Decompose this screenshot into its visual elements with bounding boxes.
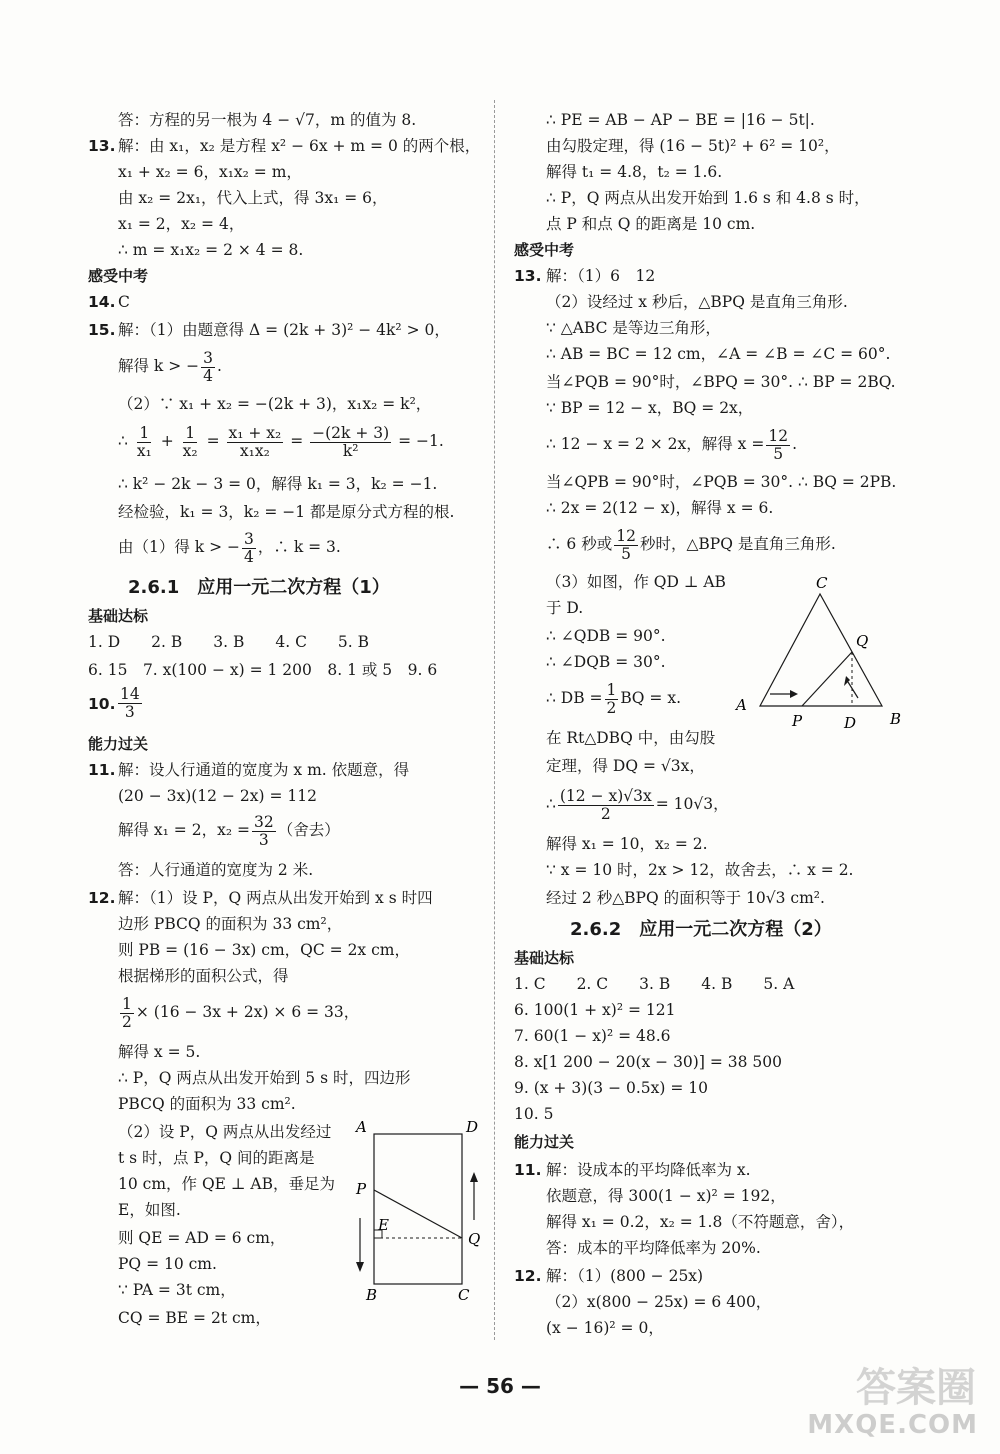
- text-line: [546, 678, 681, 718]
- label-p: P: [356, 1180, 367, 1198]
- text-line: 解：设人行通道的宽度为 x m. 依题意，得: [118, 761, 410, 779]
- label-b: B: [366, 1286, 378, 1304]
- denominator: 2: [600, 804, 611, 823]
- text-line: （2）x(800 − 25x) = 6 400，: [546, 1293, 772, 1311]
- text-line: 点 P 和点 Q 的距离是 10 cm.: [546, 215, 756, 233]
- arrow-right-head: [790, 690, 798, 698]
- text-span: ∴: [546, 795, 556, 813]
- text-line: 解得 x₁ = 10，x₂ = 2.: [546, 835, 708, 853]
- text-line: CQ = BE = 2t cm，: [118, 1309, 271, 1327]
- segment-pq: [802, 652, 852, 706]
- answer-row: 6. 15 7. x(100 − x) = 1 200 8. 1 或 5 9. 6: [88, 661, 438, 679]
- label-c: C: [458, 1286, 470, 1304]
- fraction: [605, 682, 619, 717]
- text-line: [546, 784, 729, 824]
- text-line: ∴ ∠DQB = 30°.: [546, 653, 666, 671]
- arrow-up-head: [470, 1172, 478, 1182]
- watermark-en: MXQE.COM: [807, 1410, 978, 1440]
- answer-row: 9. (x + 3)(3 − 0.5x) = 10: [514, 1079, 709, 1097]
- text-line: 当∠QPB = 90°时，∠PQB = 30°. ∴ BQ = 2PB.: [546, 473, 897, 491]
- denominator: 3: [258, 830, 269, 849]
- text-span: = 10√3，: [655, 795, 729, 813]
- section-title: 2.6.2 应用一元二次方程（2）: [570, 919, 832, 940]
- question-number: 12.: [514, 1267, 542, 1285]
- text-line: ∴ k² − 2k − 3 = 0，解得 k₁ = 3，k₂ = −1.: [118, 475, 438, 493]
- right-column: [514, 0, 969, 1454]
- answer-row: 1. D 2. B 3. B 4. C 5. B: [88, 633, 370, 651]
- text-line: 解：（1）由题意得 Δ = (2k + 3)² − 4k² > 0，: [118, 321, 450, 339]
- text-line: t s 时，点 P，Q 间的距离是: [118, 1149, 315, 1167]
- page-number: — 56 —: [459, 1374, 541, 1398]
- text-line: （3）如图，作 QD ⊥ AB: [546, 573, 726, 591]
- text-line: 解得 t₁ = 4.8，t₂ = 1.6.: [546, 163, 723, 181]
- numerator: x₁ + x₂: [228, 423, 282, 442]
- text-line: ∵ x = 10 时，2x > 12，故舍去，∴ x = 2.: [546, 861, 854, 879]
- numerator: 32: [253, 812, 274, 831]
- text-span: × (16 − 3x + 2x) × 6 = 33，: [135, 1003, 360, 1021]
- fraction: [227, 425, 284, 460]
- text-line: ∵ BP = 12 − x，BQ = 2x，: [546, 399, 754, 417]
- text-line: 根据梯形的面积公式，得: [118, 967, 289, 985]
- text-span: ∴ DB =: [546, 689, 603, 707]
- question-number: 11.: [88, 761, 116, 779]
- text-line: 于 D.: [546, 599, 584, 617]
- text-line: ∵ △ABC 是等边三角形，: [546, 319, 721, 337]
- label-p: P: [792, 712, 803, 730]
- denominator: 4: [244, 547, 254, 566]
- fraction: [120, 996, 134, 1031]
- text-line: 10 cm，作 QE ⊥ AB，垂足为: [118, 1175, 335, 1193]
- fraction: [310, 425, 391, 460]
- answer-row: 8. x[1 200 − 20(x − 30)] = 38 500: [514, 1053, 782, 1071]
- text-line: ∴ 2x = 2(12 − x)，解得 x = 6.: [546, 499, 774, 517]
- label-q: Q: [856, 632, 869, 650]
- left-column: [88, 0, 543, 1454]
- watermark-logo: [807, 1352, 986, 1442]
- rectangle-abcd: [374, 1134, 462, 1284]
- text-line: ∴ AB = BC = 12 cm，∠A = ∠B = ∠C = 60°.: [546, 345, 891, 363]
- text-line: [118, 528, 341, 566]
- text-line: x₁ + x₂ = 6，x₁x₂ = m，: [118, 163, 302, 181]
- column-divider: [494, 100, 495, 1340]
- answer: C: [118, 293, 130, 311]
- question-number: 15.: [88, 321, 116, 339]
- section-heading: 基础达标: [88, 607, 149, 625]
- text-line: 解得 x = 5.: [118, 1043, 201, 1061]
- text-span: ∴ 12 − x = 2 × 2x，解得 x =: [546, 435, 765, 453]
- watermark-cn: 答案圈: [856, 1365, 976, 1411]
- section-heading: 基础达标: [514, 949, 575, 967]
- fraction: [614, 528, 638, 563]
- fraction: [558, 788, 654, 823]
- text-span: = −1.: [398, 432, 444, 450]
- text-line: 在 Rt△DBQ 中，由勾股: [546, 729, 716, 747]
- text-line: 解得 x₁ = 0.2，x₂ = 1.8（不符题意，舍），: [546, 1213, 855, 1231]
- numerator: 1: [606, 680, 617, 699]
- text-line: （2）设经过 x 秒后，△BPQ 是直角三角形.: [546, 293, 848, 311]
- section-title: 2.6.1 应用一元二次方程（1）: [128, 577, 390, 598]
- numerator: 1: [139, 423, 150, 442]
- text-line: [118, 810, 340, 850]
- text-line: (x − 16)² = 0，: [546, 1319, 664, 1337]
- text-line: 则 QE = AD = 6 cm，: [118, 1229, 286, 1247]
- text-line: 答：人行通道的宽度为 2 米.: [118, 861, 314, 879]
- text-line: 则 PB = (16 − 3x) cm，QC = 2x cm，: [118, 941, 410, 959]
- text-line: PBCQ 的面积为 33 cm².: [118, 1095, 296, 1113]
- question-number: 13.: [514, 267, 542, 285]
- text-span: =: [206, 432, 220, 450]
- text-line: ∴ P，Q 两点从出发开始到 1.6 s 和 4.8 s 时，: [546, 189, 870, 207]
- text-line: 解：（1）6 12: [546, 267, 656, 285]
- denominator: x₁: [136, 441, 152, 460]
- label-b: B: [890, 710, 902, 728]
- section-heading: 感受中考: [514, 241, 575, 259]
- text-span: 由（1）得 k > −: [118, 538, 241, 556]
- text-line: (20 − 3x)(12 − 2x) = 112: [118, 787, 317, 805]
- text-line: 定理，得 DQ = √3x，: [546, 757, 705, 775]
- denominator: 3: [124, 702, 135, 721]
- fraction: [118, 686, 142, 721]
- denominator: x₁x₂: [239, 441, 270, 460]
- numerator: 1: [122, 994, 132, 1013]
- text-line: E，如图.: [118, 1201, 181, 1219]
- denominator: 5: [621, 544, 632, 563]
- denominator: 2: [606, 698, 617, 717]
- text-line: 经过 2 秒△BPQ 的面积等于 10√3 cm².: [546, 889, 825, 907]
- label-a: A: [736, 696, 747, 714]
- text-line: ∴ ∠QDB = 90°.: [546, 627, 666, 645]
- numerator: 1: [185, 423, 196, 442]
- question-number: 12.: [88, 889, 116, 907]
- numerator: 3: [203, 348, 214, 367]
- text-span: 解得 k > −: [118, 357, 200, 375]
- label-e: E: [378, 1216, 389, 1234]
- text-line: [118, 992, 359, 1032]
- label-c: C: [816, 574, 828, 592]
- fraction: [201, 350, 215, 385]
- fraction: [181, 425, 200, 460]
- numerator: 14: [120, 684, 140, 703]
- text-line: 解：由 x₁，x₂ 是方程 x² − 6x + m = 0 的两个根，: [118, 137, 481, 155]
- label-a: A: [356, 1118, 367, 1136]
- text-span: .: [217, 357, 222, 375]
- triangle-abc: [760, 594, 882, 706]
- text-span: +: [160, 432, 174, 450]
- answer-row: 1. C 2. C 3. B 4. B 5. A: [514, 975, 795, 993]
- fraction: [766, 428, 790, 463]
- arrow-up: [848, 682, 858, 698]
- section-heading: 感受中考: [88, 267, 149, 285]
- denominator: x₂: [182, 441, 198, 460]
- numerator: 12: [616, 526, 636, 545]
- text-span: ，∴ k = 3.: [257, 538, 341, 556]
- text-span: BQ = x.: [620, 689, 682, 707]
- label-q: Q: [468, 1230, 481, 1248]
- fraction: [252, 814, 276, 849]
- denominator: k²: [342, 441, 359, 460]
- answer-row: 10. 5: [514, 1105, 554, 1123]
- text-line: （2）∵ x₁ + x₂ = −(2k + 3)，x₁x₂ = k²，: [118, 395, 432, 413]
- text-line: ∴ PE = AB − AP − BE = |16 − 5t|.: [546, 111, 815, 129]
- rectangle-figure: [350, 1118, 490, 1308]
- text-line: x₁ = 2，x₂ = 4，: [118, 215, 245, 233]
- text-line: 依题意，得 300(1 − x)² = 192，: [546, 1187, 786, 1205]
- numerator: (12 − x)√3x: [559, 786, 652, 805]
- triangle-figure: [732, 574, 910, 734]
- question-number: 13.: [88, 137, 116, 155]
- text-line: [118, 347, 222, 385]
- text-line: 解：（1）(800 − 25x): [546, 1267, 704, 1285]
- text-line: 当∠PQB = 90°时，∠BPQ = 30°. ∴ BP = 2BQ.: [546, 373, 896, 391]
- text-line: 经检验，k₁ = 3，k₂ = −1 都是原分式方程的根.: [118, 503, 455, 521]
- label-d: D: [466, 1118, 479, 1136]
- arrow-down-head: [356, 1262, 364, 1272]
- label-d: D: [844, 714, 857, 732]
- denominator: 5: [773, 444, 784, 463]
- section-heading: 能力过关: [88, 735, 149, 753]
- denominator: 2: [122, 1012, 132, 1031]
- question-number: 10.: [88, 695, 116, 713]
- text-line: ∴ P，Q 两点从出发开始到 5 s 时，四边形: [118, 1069, 411, 1087]
- fraction: [135, 425, 154, 460]
- text-line: （2）设 P，Q 两点从出发经过: [118, 1123, 332, 1141]
- text-span: （舍去）: [277, 821, 340, 839]
- text-span: ∴ 6 秒或: [546, 535, 613, 553]
- text-line: 答：成本的平均降低率为 20%.: [546, 1239, 761, 1257]
- denominator: 4: [203, 366, 214, 385]
- text-line: ∴ m = x₁x₂ = 2 × 4 = 8.: [118, 241, 304, 259]
- text-line: ∵ PA = 3t cm，: [118, 1281, 236, 1299]
- text-line: 由勾股定理，得 (16 − 5t)² + 6² = 10²，: [546, 137, 840, 155]
- numerator: 12: [768, 426, 789, 445]
- text-line: PQ = 10 cm.: [118, 1255, 217, 1273]
- text-line: 解：（1）设 P，Q 两点从出发开始到 x s 时四: [118, 889, 433, 907]
- text-span: =: [290, 432, 304, 450]
- answer-row: 7. 60(1 − x)² = 48.6: [514, 1027, 671, 1045]
- text-line: 由 x₂ = 2x₁，代入上式，得 3x₁ = 6，: [118, 189, 388, 207]
- text-line: [546, 524, 836, 564]
- answer-row: 6. 100(1 + x)² = 121: [514, 1001, 676, 1019]
- numerator: 3: [244, 529, 254, 548]
- fraction: [242, 531, 256, 566]
- text-span: 解得 x₁ = 2，x₂ =: [118, 821, 250, 839]
- question-number: 11.: [514, 1161, 542, 1179]
- text-span: ∴: [118, 432, 128, 450]
- text-span: 秒时，△BPQ 是直角三角形.: [639, 535, 836, 553]
- section-heading: 能力过关: [514, 1133, 575, 1151]
- text-line: [116, 682, 144, 722]
- text-line: 解：设成本的平均降低率为 x.: [546, 1161, 751, 1179]
- text-line: 答：方程的另一根为 4 − √7，m 的值为 8.: [118, 111, 417, 129]
- text-line: [118, 420, 444, 462]
- text-span: .: [792, 435, 797, 453]
- text-line: [546, 424, 797, 464]
- question-number: 14.: [88, 293, 116, 311]
- numerator: −(2k + 3): [312, 423, 390, 442]
- text-line: 边形 PBCQ 的面积为 33 cm²，: [118, 915, 343, 933]
